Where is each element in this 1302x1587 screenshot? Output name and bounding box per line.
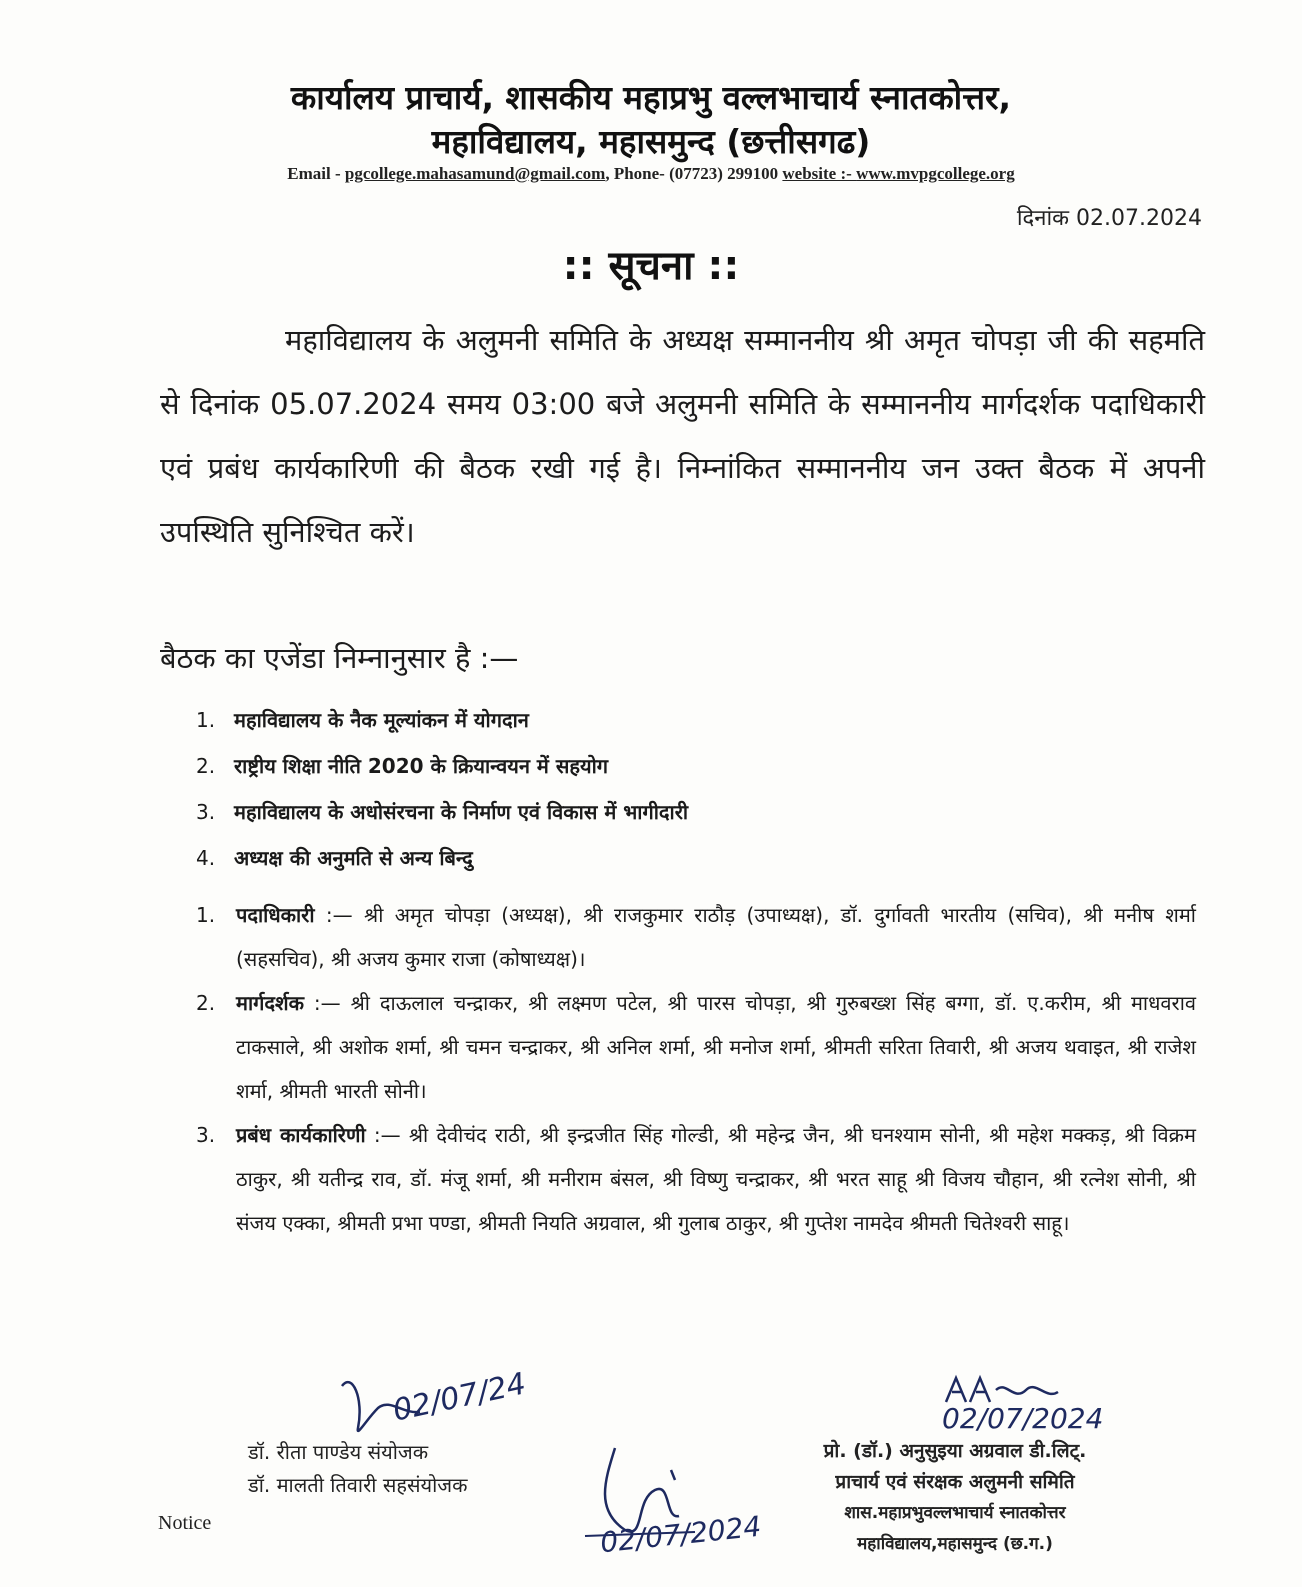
body-paragraph xyxy=(160,308,1205,564)
agenda-list xyxy=(196,700,1196,884)
agenda-item-number: 4. xyxy=(196,846,216,870)
agenda-item-text: अध्यक्ष की अनुमति से अन्य बिन्दु xyxy=(234,846,473,870)
phone-text: , Phone- (07723) 299100 xyxy=(605,164,783,183)
agenda-item xyxy=(196,792,1196,838)
member-group-number: 1. xyxy=(196,903,216,927)
contact-line xyxy=(0,164,1302,184)
member-group-category: पदाधिकारी xyxy=(236,903,315,927)
principal-designation: प्राचार्य एवं संरक्षक अलुमनी समिति xyxy=(835,1471,1075,1493)
members-list xyxy=(196,893,1196,1245)
header-line-1: कार्यालय प्राचार्य, शासकीय महाप्रभु वल्लभाचार्य स्नातकोत्तर, xyxy=(290,78,1012,117)
member-group-number: 2. xyxy=(196,991,216,1015)
member-group-names: श्री देवीचंद राठी, श्री इन्द्रजीत सिंह गोल्डी, श्री महेन्द्र जैन, श्री घनश्याम सोनी, श्री महेश मक्कड़, श्री विक्रम ठाकुर, श्री यतीन्द्र राव, डॉ. मंजू शर्मा, श्री मनीराम बंसल, श्री विष्णु चन्द्राकर, श्री भरत साहू श्री विजय चौहान, श्री रत्नेश सोनी, श्री संजय एक्का, श्रीमती प्रभा पण्डा, श्रीमती नियति अग्रवाल, श्री गुलाब ठाकुर, श्री गुप्तेश नामदेव श्रीमती चितेश्वरी साहू। xyxy=(236,1123,1196,1235)
website-label: website :- xyxy=(782,164,857,183)
signature-block-right xyxy=(740,1436,1170,1560)
agenda-item-text: महाविद्यालय के अधोसंरचना के निर्माण एवं विकास में भागीदारी xyxy=(234,800,689,824)
signature-right-date: 02/07/2024 xyxy=(942,1402,1104,1435)
convener-name: डॉ. रीता पाण्डेय संयोजक xyxy=(248,1440,429,1464)
college-name-line: शास.महाप्रभुवल्लभाचार्य स्नातकोत्तर xyxy=(844,1503,1066,1523)
member-group-separator: :— xyxy=(314,903,365,927)
member-group xyxy=(196,981,1196,1113)
body-paragraph-text: महाविद्यालय के अलुमनी समिति के अध्यक्ष सम्माननीय श्री अमृत चोपड़ा जी की सहमति से दिनांक 05.07.2024 समय 03:00 बजे अलुमनी समिति के सम्माननीय मार्गदर्शक पदाधिकारी एवं प्रबंध कार्यकारिणी की बैठक रखी गई है। निम्नांकित सम्माननीय जन उक्त बैठक में अपनी उपस्थिति सुनिश्चित करें। xyxy=(160,323,1205,549)
member-group-category: प्रबंध कार्यकारिणी xyxy=(236,1123,366,1147)
college-location-line: महाविद्यालय,महासमुन्द (छ.ग.) xyxy=(857,1534,1053,1554)
member-group-separator: :— xyxy=(303,991,351,1015)
notice-date: दिनांक 02.07.2024 xyxy=(1016,206,1202,231)
member-group-text xyxy=(236,1113,1196,1245)
header-line-2: महाविद्यालय, महासमुन्द (छत्तीसगढ) xyxy=(431,122,871,161)
member-group xyxy=(196,893,1196,981)
notice-heading: :: सूचना :: xyxy=(562,243,740,289)
member-group-text xyxy=(236,981,1196,1113)
agenda-item xyxy=(196,700,1196,746)
agenda-item-number: 1. xyxy=(196,708,216,732)
signature-block-left xyxy=(248,1436,608,1502)
agenda-item xyxy=(196,838,1196,884)
principal-name: प्रो. (डॉ.) अनुसुइया अग्रवाल डी.लिट्. xyxy=(823,1440,1087,1462)
member-group-separator: :— xyxy=(365,1123,409,1147)
agenda-item-number: 2. xyxy=(196,754,216,778)
member-group-names: श्री अमृत चोपड़ा (अध्यक्ष), श्री राजकुमार राठौड़ (उपाध्यक्ष), डॉ. दुर्गावती भारतीय (सचिव), श्री मनीष शर्मा (सहसचिव), श्री अजय कुमार राजा (कोषाध्यक्ष)। xyxy=(236,903,1196,971)
signature-left-date: 02/07/24 xyxy=(389,1366,529,1429)
email-address: pgcollege.mahasamund@gmail.com xyxy=(344,164,606,183)
signature-bottom-date: 02/07/2024 xyxy=(598,1509,763,1560)
agenda-item-text: महाविद्यालय के नैक मूल्यांकन में योगदान xyxy=(234,708,529,732)
agenda-item xyxy=(196,746,1196,792)
member-group-text xyxy=(236,893,1196,981)
member-group-number: 3. xyxy=(196,1123,216,1147)
agenda-intro: बैठक का एजेंडा निम्नानुसार है :— xyxy=(160,641,519,675)
email-label: Email - xyxy=(287,164,345,183)
member-group-category: मार्गदर्शक xyxy=(236,991,304,1015)
agenda-item-number: 3. xyxy=(196,800,216,824)
co-convener-name: डॉ. मालती तिवारी सहसंयोजक xyxy=(248,1473,468,1497)
website-address: www.mvpgcollege.org xyxy=(856,164,1015,183)
agenda-item-text: राष्ट्रीय शिक्षा नीति 2020 के क्रियान्वयन में सहयोग xyxy=(234,754,609,778)
footer-label: Notice xyxy=(158,1512,212,1534)
member-group-names: श्री दाऊलाल चन्द्राकर, श्री लक्ष्मण पटेल, श्री पारस चोपड़ा, श्री गुरुबख्श सिंह बग्गा, डॉ. ए.करीम, श्री माधवराव टाकसाले, श्री अशोक शर्मा, श्री चमन चन्द्राकर, श्री अनिल शर्मा, श्री मनोज शर्मा, श्रीमती सरिता तिवारी, श्री अजय थवाइत, श्री राजेश शर्मा, श्रीमती भारती सोनी। xyxy=(236,991,1197,1103)
member-group xyxy=(196,1113,1196,1245)
